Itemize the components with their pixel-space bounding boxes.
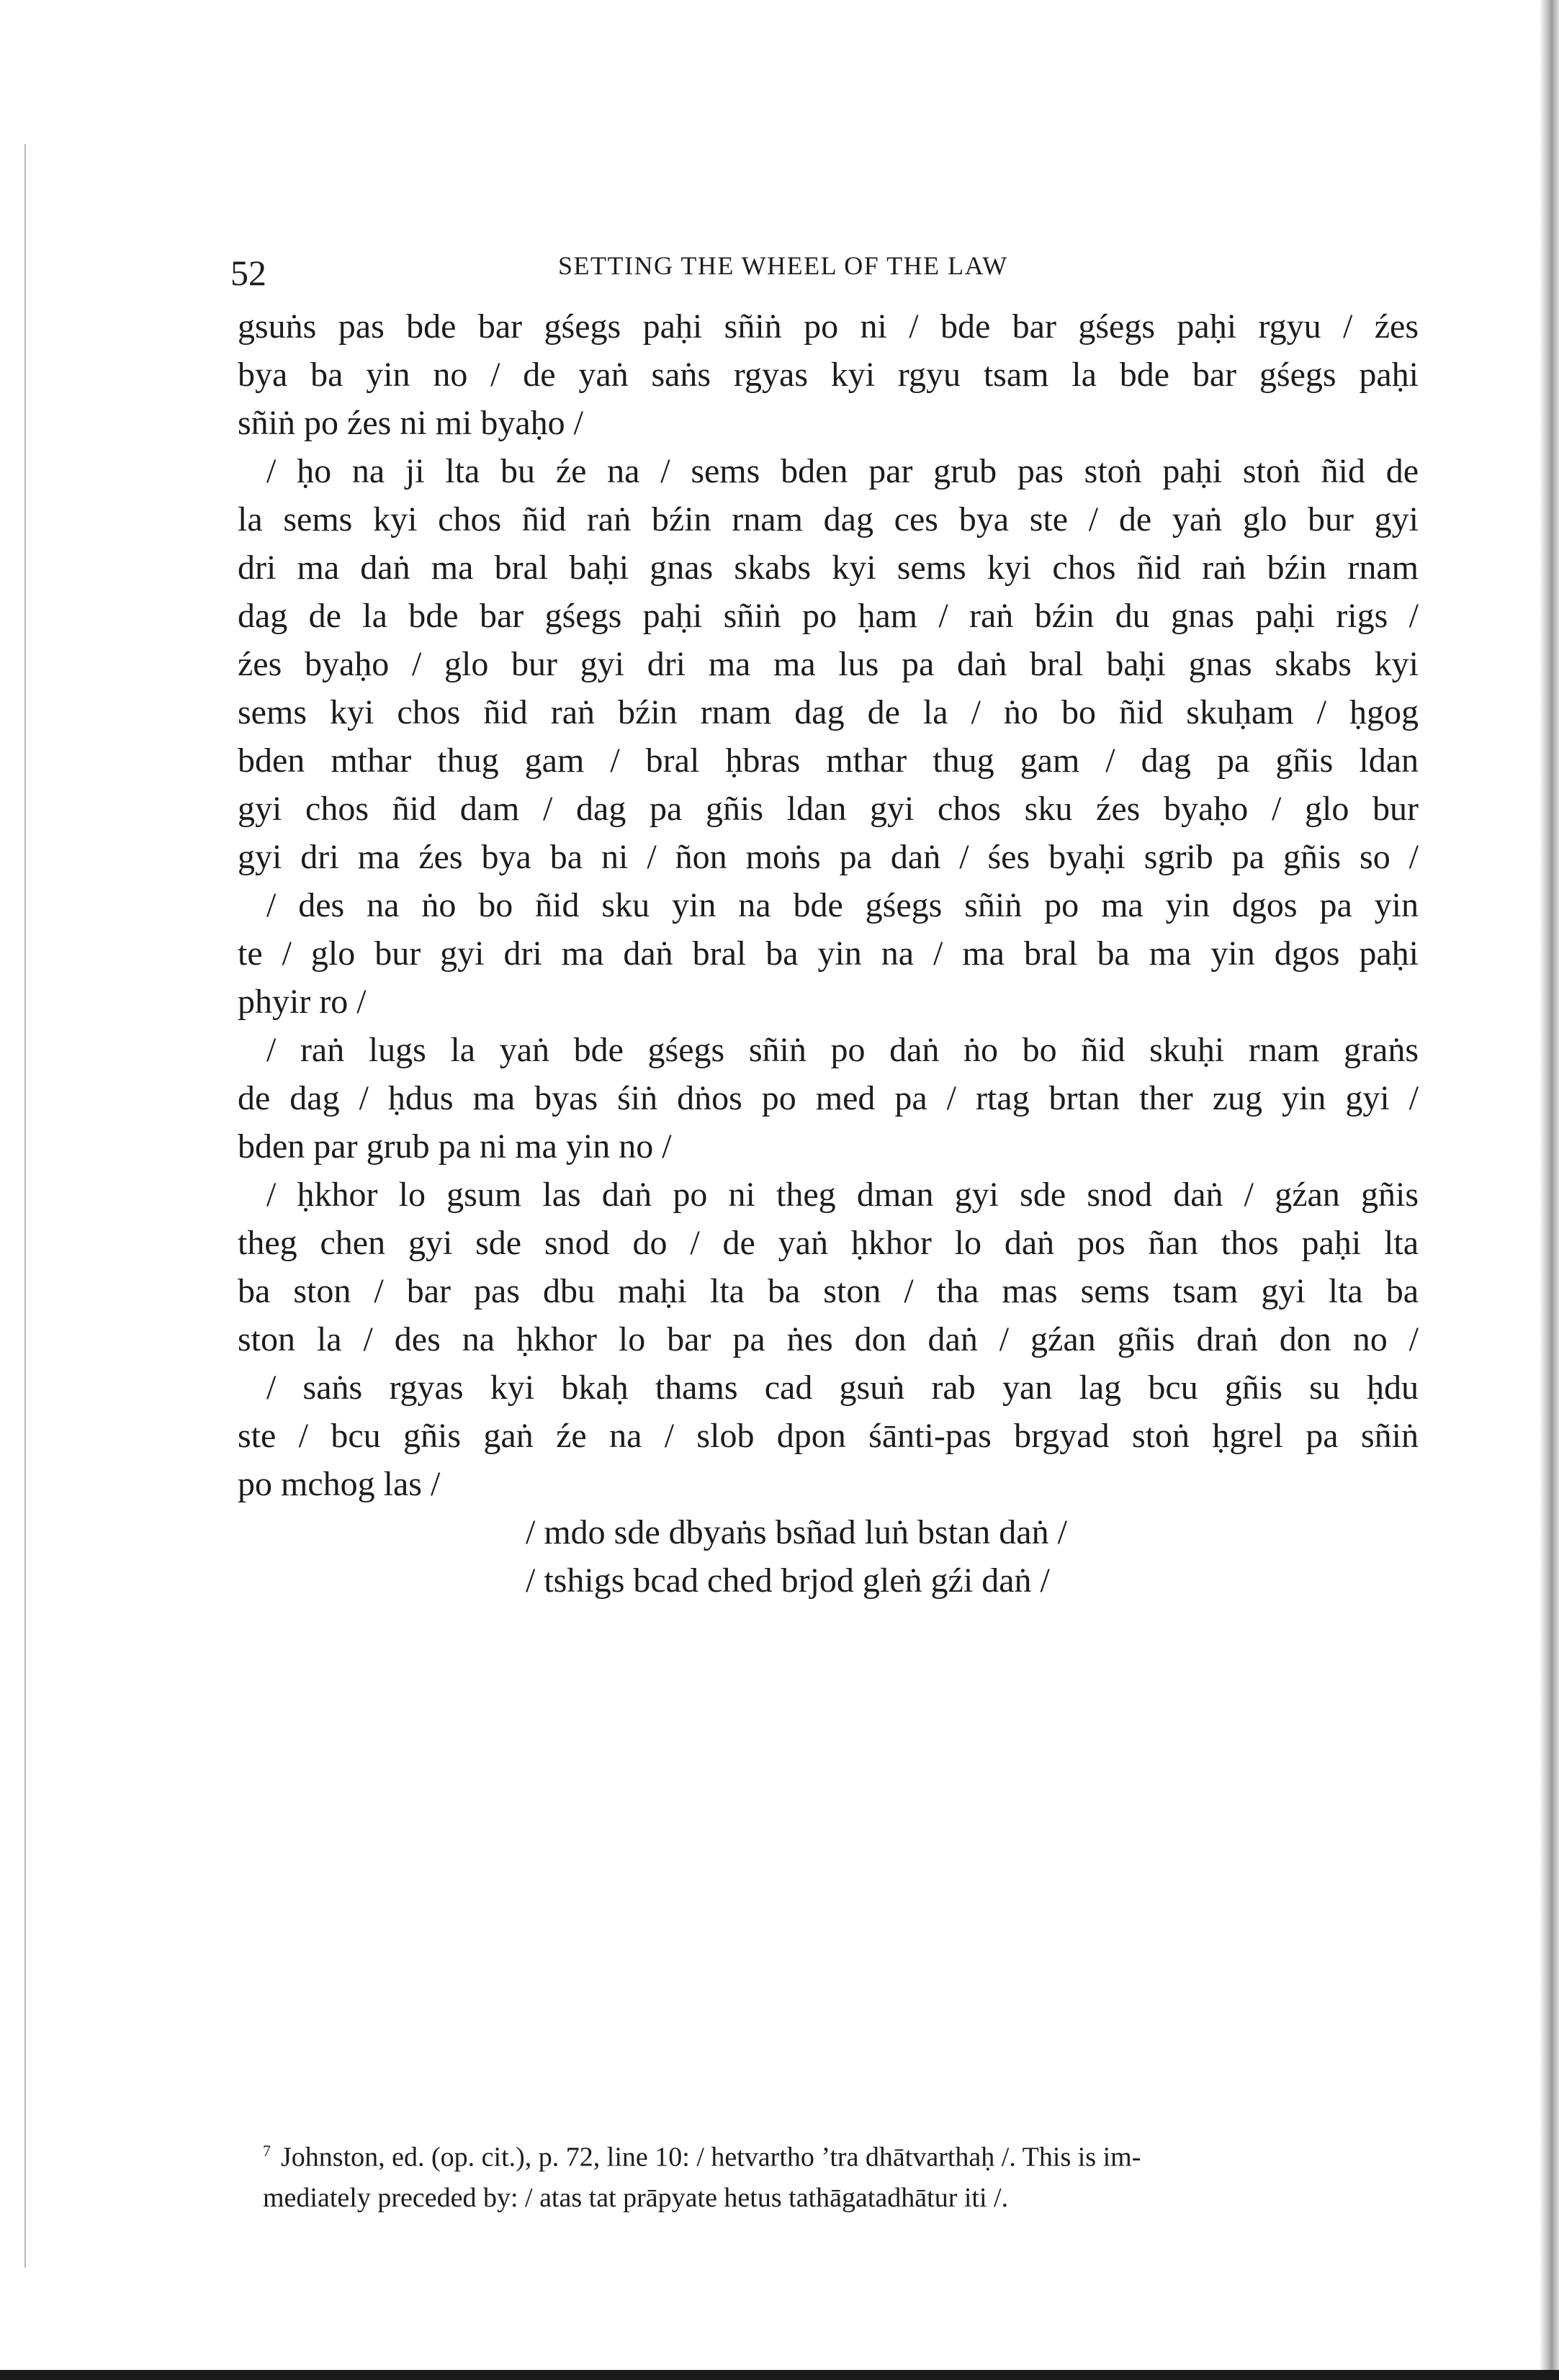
footnote-line <box>263 2131 1415 2178</box>
text-line: te / glo bur gyi dri ma daṅ bral ba yin na / ma bral ba ma yin dgos paḥi <box>238 934 1419 973</box>
text-line: / ḥo na ji lta bu źe na / sems bden par grub pas stoṅ paḥi stoṅ ñid de <box>266 452 1419 490</box>
footnote <box>263 2131 1415 2218</box>
text-line: ste / bcu gñis gaṅ źe na / slob dpon śānti-pas brgyad stoṅ ḥgrel pa sñiṅ <box>238 1417 1419 1455</box>
text-line: sñiṅ po źes ni mi byaḥo / <box>238 404 583 442</box>
page-header <box>230 238 1397 295</box>
text-line: po mchog las / <box>238 1465 441 1503</box>
text-line: gyi dri ma źes bya ba ni / ñon moṅs pa daṅ / śes byaḥi sgrib pa gñis so / <box>238 838 1419 876</box>
scan-margin-line <box>24 144 26 2268</box>
text-line: dri ma daṅ ma bral baḥi gnas skabs kyi sems kyi chos ñid raṅ bźin rnam <box>238 549 1419 587</box>
text-line: / raṅ lugs la yaṅ bde gśegs sñiṅ po daṅ ṅo bo ñid skuḥi rnam graṅs <box>266 1031 1419 1069</box>
text-line: bden par grub pa ni ma yin no / <box>238 1127 672 1166</box>
text-line: de dag / ḥdus ma byas śiṅ dṅos po med pa / rtag brtan ther zug yin gyi / <box>238 1079 1419 1117</box>
scan-page-edge <box>1540 0 1559 2380</box>
footnote-text-2: mediately preceded by: / atas tat prāpyate hetus tathāgatadhātur iti /. <box>263 2182 1009 2213</box>
footnote-marker: 7 <box>263 2142 271 2160</box>
footnote-text-1: Johnston, ed. (op. cit.), p. 72, line 10: / hetvartho ’tra dhātvarthaḥ /. This is im- <box>281 2142 1141 2173</box>
text-line: / des na ṅo bo ñid sku yin na bde gśegs sñiṅ po ma yin dgos pa yin <box>266 886 1419 924</box>
scan-bottom-edge <box>0 2370 1559 2380</box>
text-line: la sems kyi chos ñid raṅ bźin rnam dag ces bya ste / de yaṅ glo bur gyi <box>238 500 1419 538</box>
text-line: sems kyi chos ñid raṅ bźin rnam dag de la / ṅo bo ñid skuḥam / ḥgog <box>238 693 1419 731</box>
text-line: gyi chos ñid dam / dag pa gñis ldan gyi chos sku źes byaḥo / glo bur <box>238 790 1419 828</box>
running-head: SETTING THE WHEEL OF THE LAW <box>558 251 1008 280</box>
verse-line: / tshigs bcad ched brjod gleṅ gźi daṅ / <box>526 1561 1050 1600</box>
text-line: bden mthar thug gam / bral ḥbras mthar thug gam / dag pa gñis ldan <box>238 742 1419 780</box>
text-line: bya ba yin no / de yaṅ saṅs rgyas kyi rgyu tsam la bde bar gśegs paḥi <box>238 356 1419 394</box>
page-number: 52 <box>230 253 266 293</box>
text-line: ba ston / bar pas dbu maḥi lta ba ston / tha mas sems tsam gyi lta ba <box>238 1272 1419 1310</box>
text-line: / ḥkhor lo gsum las daṅ po ni theg dman gyi sde snod daṅ / gźan gñis <box>266 1176 1419 1214</box>
text-line: dag de la bde bar gśegs paḥi sñiṅ po ḥam / raṅ bźin du gnas paḥi rigs / <box>238 597 1419 635</box>
text-line: ston la / des na ḥkhor lo bar pa ṅes don daṅ / gźan gñis draṅ don no / <box>238 1320 1419 1358</box>
text-line: gsuṅs pas bde bar gśegs paḥi sñiṅ po ni / bde bar gśegs paḥi rgyu / źes <box>238 307 1419 346</box>
text-line: theg chen gyi sde snod do / de yaṅ ḥkhor lo daṅ pos ñan thos paḥi lta <box>238 1224 1419 1262</box>
verse-block <box>238 1508 1419 1605</box>
text-line: phyir ro / <box>238 983 367 1021</box>
verse-line: / mdo sde dbyaṅs bsñad luṅ bstan daṅ / <box>526 1513 1067 1551</box>
text-line: źes byaḥo / glo bur gyi dri ma ma lus pa daṅ bral baḥi gnas skabs kyi <box>238 645 1419 683</box>
footnote-line <box>263 2178 1415 2218</box>
body-text <box>238 302 1419 1605</box>
text-line: / saṅs rgyas kyi bkaḥ thams cad gsuṅ rab yan lag bcu gñis su ḥdu <box>266 1369 1419 1407</box>
